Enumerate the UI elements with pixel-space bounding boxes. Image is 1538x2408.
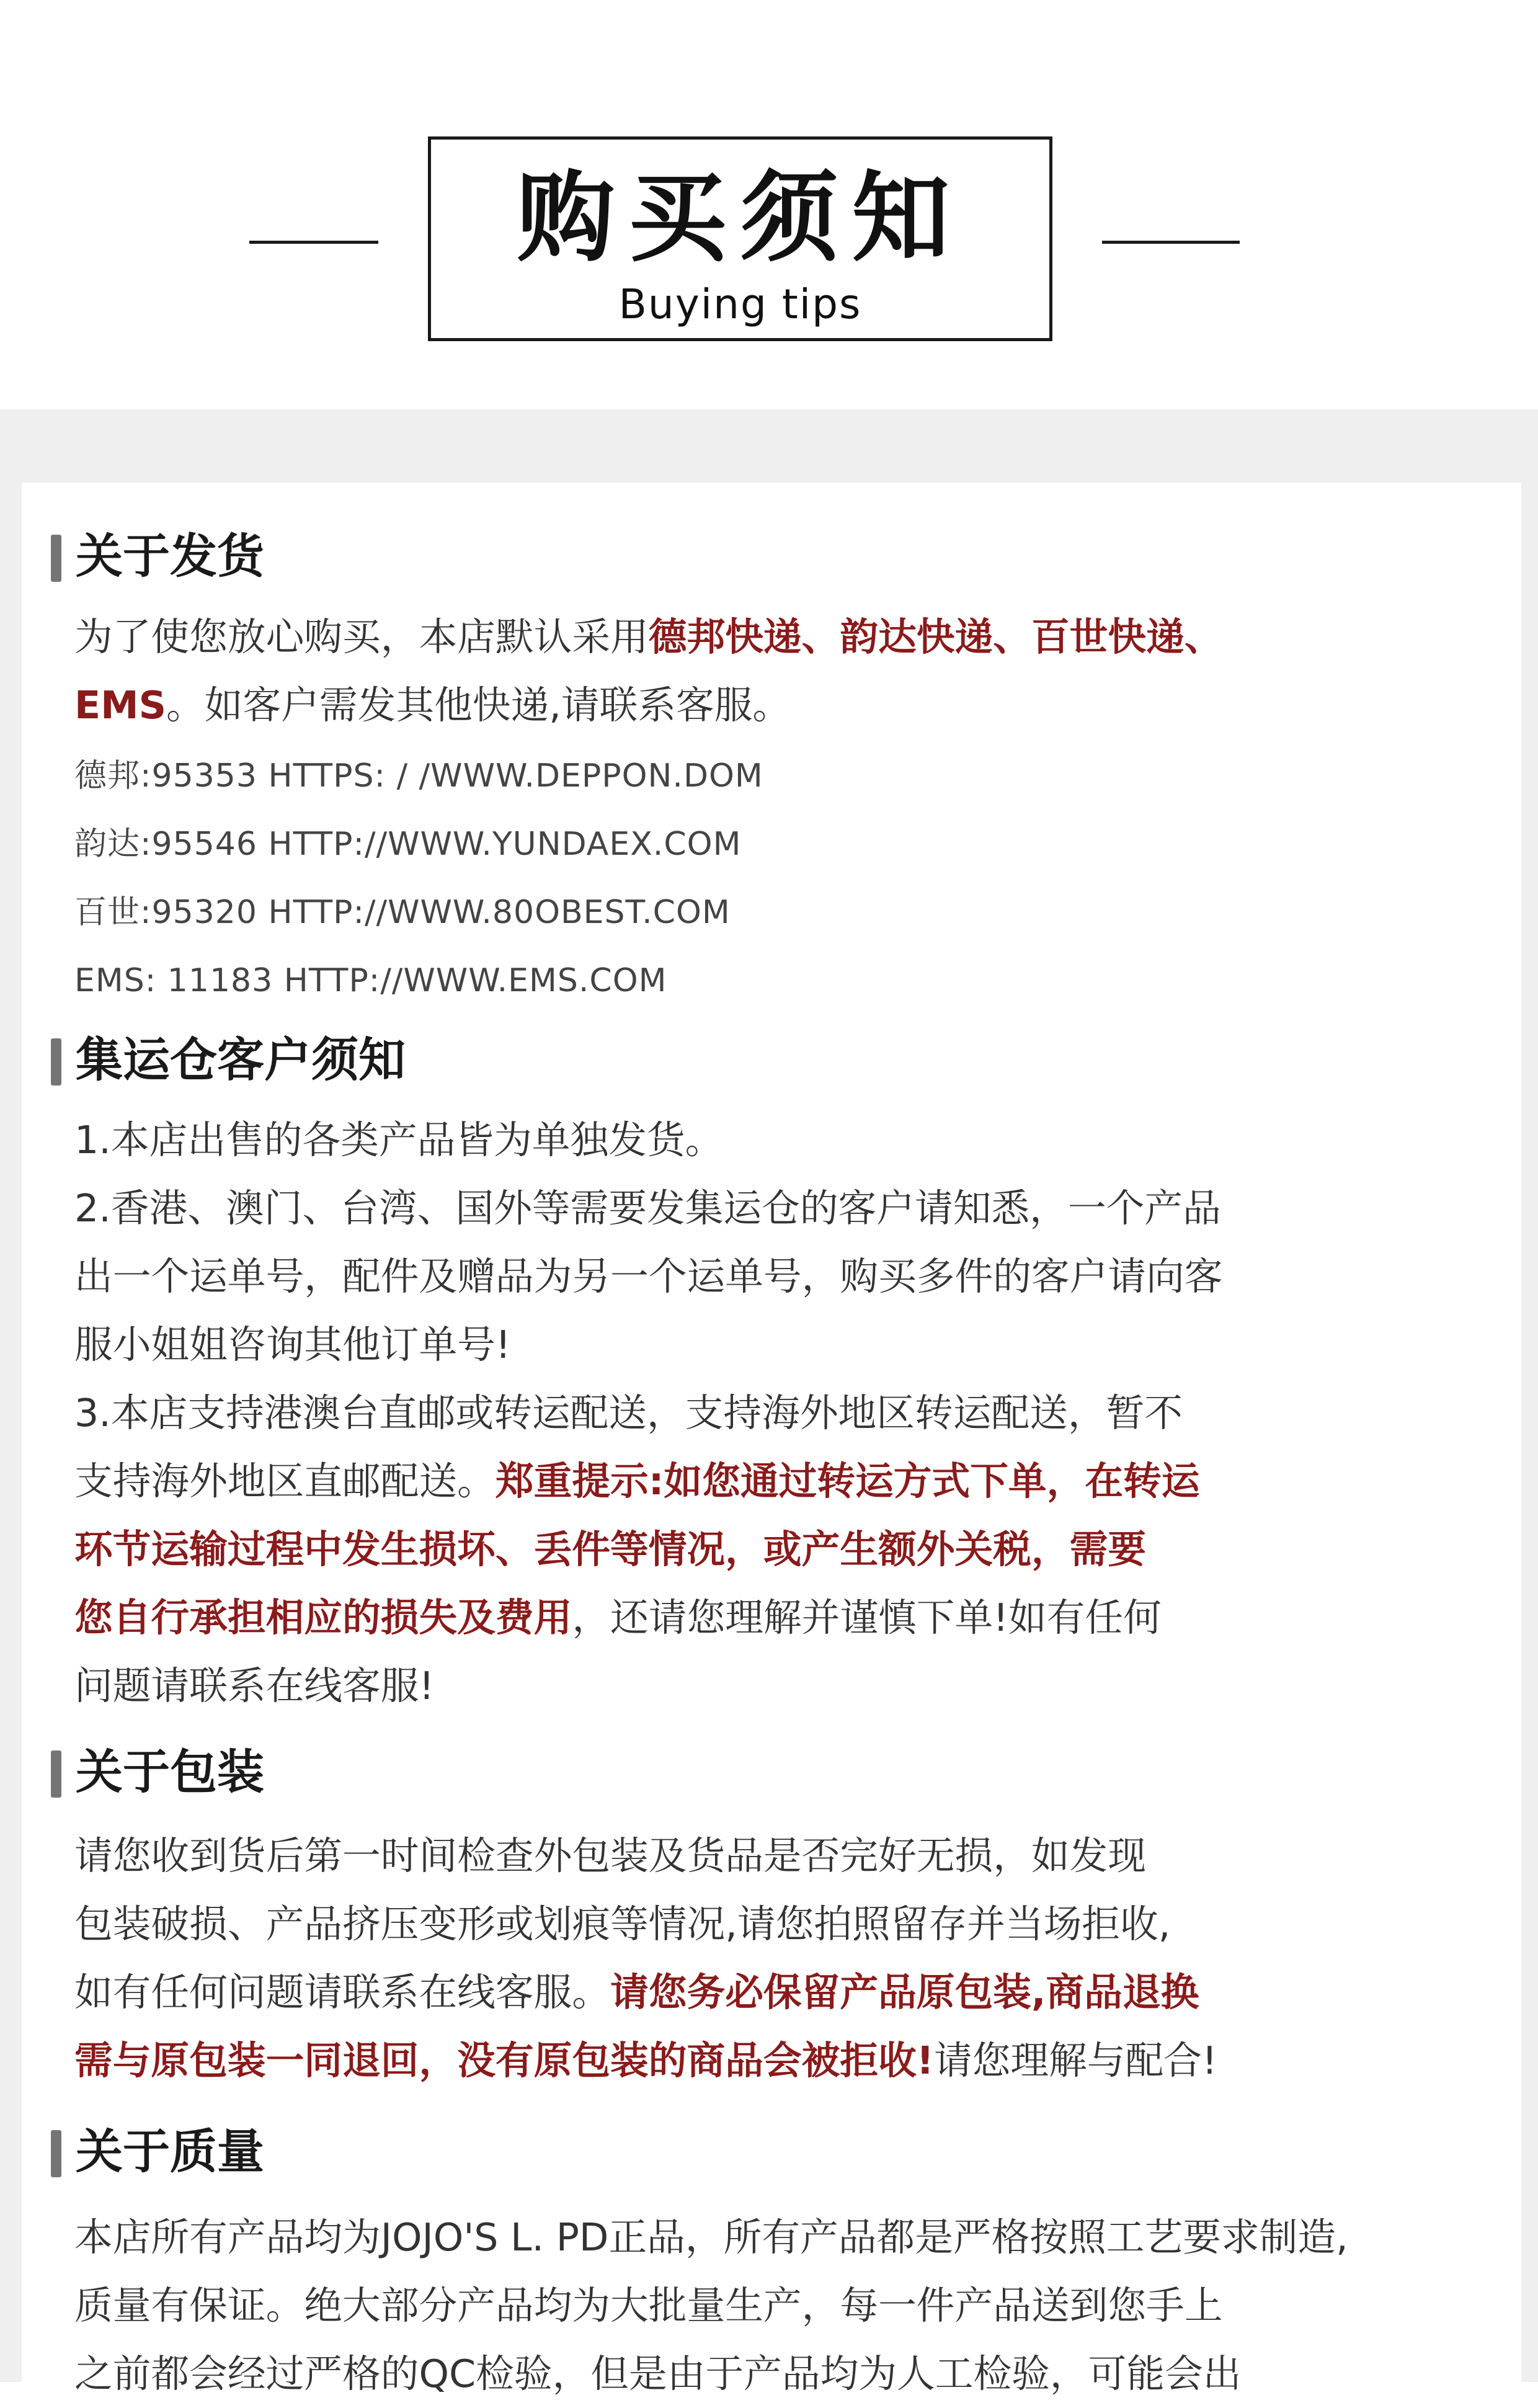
section-marker [51, 2130, 61, 2177]
shipping-paragraph: 为了使您放心购买，本店默认采用德邦快递、韵达快递、百世快递、 EMS。如客户需发其他快递,请联系客服。 [74, 615, 1223, 728]
page-subtitle: Buying tips [618, 280, 862, 328]
courier-contact-deppon: 德邦:95353 HTTPS: / /WWW.DEPPON.DOM [74, 757, 763, 795]
section-marker [51, 1038, 61, 1086]
title-box [428, 136, 1052, 341]
quality-paragraph: 本店所有产品均为JOJO'S L. PD正品，所有产品都是严格按照工艺要求制造, 质量有保证。绝大部分产品均为大批量生产，每一件产品送到您手上 之前都会经过严格的QC检验，但是由于产品均为人工检验，可能会出 [74, 2215, 1348, 2396]
section-marker [51, 535, 61, 582]
page-title: 购买须知 [517, 161, 964, 275]
header-decor-line-right [1102, 241, 1240, 244]
consolidation-paragraph: 1.本店出售的各类产品皆为单独发货。 2.香港、澳门、台湾、国外等需要发集运仓的客户请知悉，一个产品 出一个运单号，配件及赠品为另一个运单号，购买多件的客户请向客 服小姐姐咨询其他订单号! 3.本店支持港澳台直邮或转运配送，支持海外地区转运配送，暂不 支持海外地区直邮配送。郑重提示:如您通过转运方式下单，在转运 环节运输过程中发生损坏、丢件等情况，或产生额外关税，需要 您自行承担相应的损失及费用，还请您理解并谨慎下单!如有任何 问题请联系在线客服! [74, 1118, 1223, 1708]
section-marker [51, 1750, 61, 1798]
header [0, 0, 1538, 409]
courier-contact-best: 百世:95320 HTTP://WWW.80OBEST.COM [74, 894, 731, 931]
courier-contact-ems: EMS: 11183 HTTP://WWW.EMS.COM [74, 962, 667, 999]
header-decor-line-left [249, 241, 378, 244]
packaging-paragraph: 请您收到货后第一时间检查外包装及货品是否完好无损，如发现 包装破损、产品挤压变形或划痕等情况,请您拍照留存并当场拒收, 如有任何问题请联系在线客服。请您务必保留产品原包装,商品退换 需与原包装一同退回，没有原包装的商品会被拒收!请您理解与配合! [74, 1834, 1217, 2083]
courier-contact-yunda: 韵达:95546 HTTP://WWW.YUNDAEX.COM [74, 826, 742, 863]
